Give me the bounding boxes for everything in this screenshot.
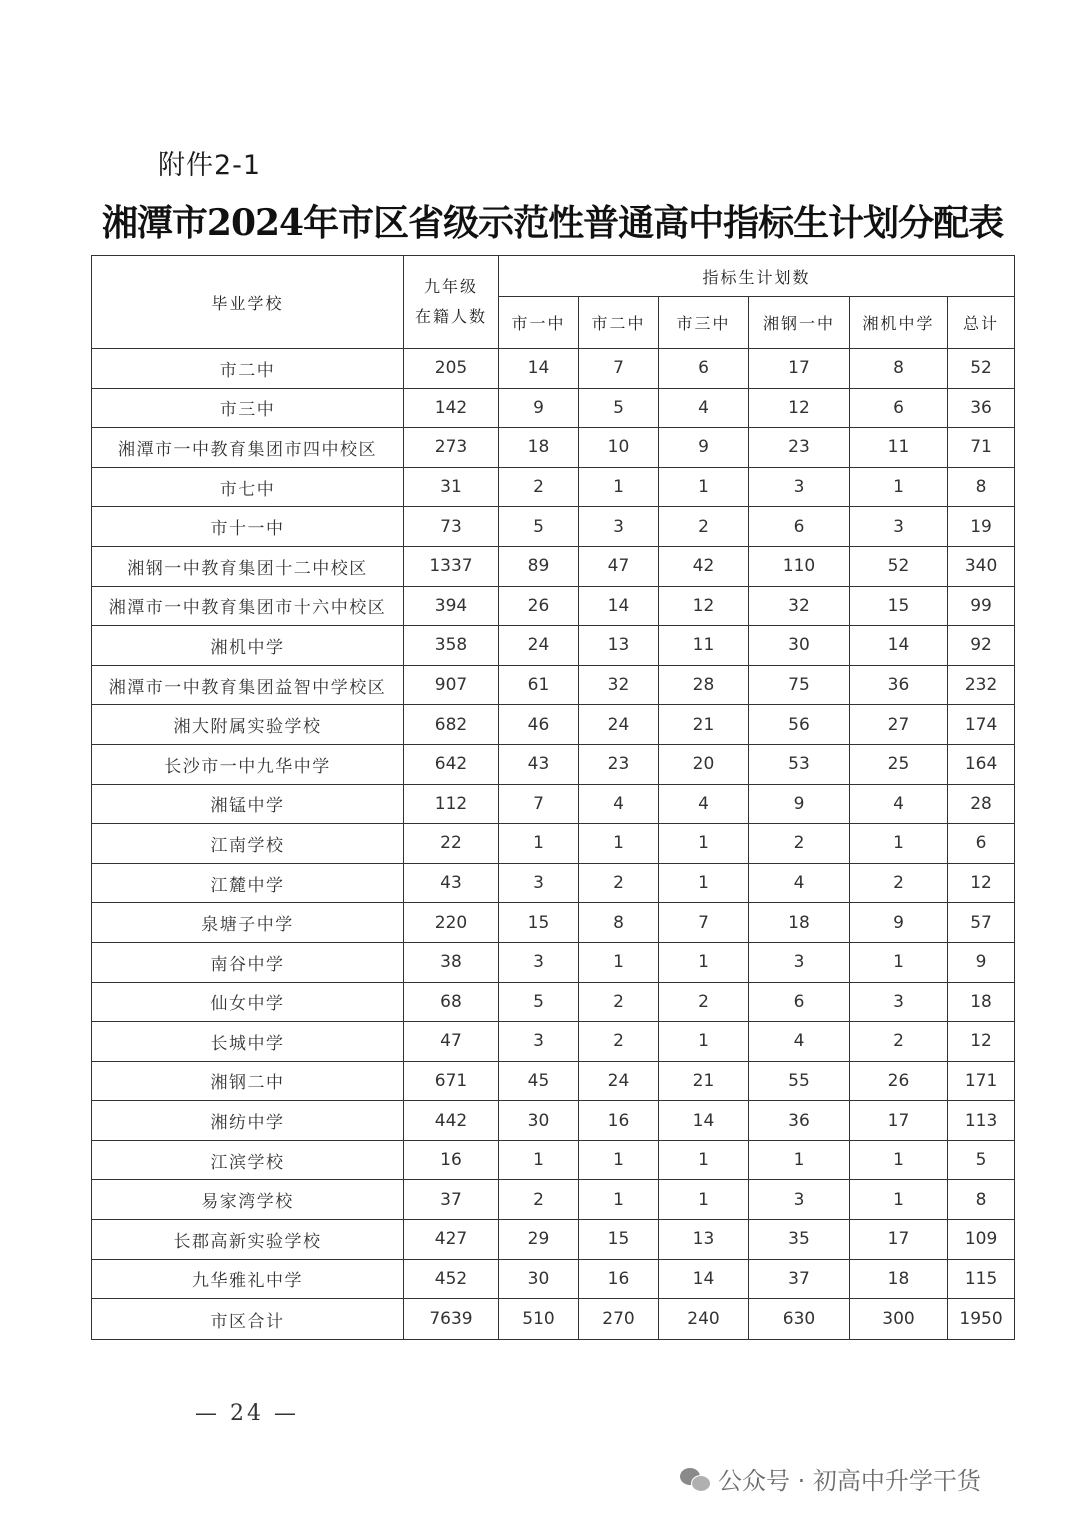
- cell-quota-xianggangyizhong: 75: [749, 665, 850, 705]
- cell-total: 340: [948, 546, 1015, 586]
- cell-enrolled: 205: [404, 349, 499, 389]
- cell-quota-xiangjizhongxue: 27: [850, 705, 948, 745]
- cell-quota-shisanzhong: 1: [659, 1140, 749, 1180]
- cell-quota-xiangjizhongxue: 17: [850, 1220, 948, 1260]
- cell-quota-shierzhong: 14: [579, 586, 659, 626]
- cell-quota-xiangjizhongxue: 3: [850, 982, 948, 1022]
- cell-school: 南谷中学: [92, 942, 404, 982]
- cell-quota-shisanzhong: 21: [659, 705, 749, 745]
- cell-quota-shiyizhong: 5: [499, 982, 579, 1022]
- cell-quota-xiangjizhongxue: 6: [850, 388, 948, 428]
- cell-school: 市三中: [92, 388, 404, 428]
- table-row: [92, 467, 1015, 507]
- cell-total: 5: [948, 1140, 1015, 1180]
- cell-quota-shiyizhong: 1: [499, 1140, 579, 1180]
- cell-quota-xiangjizhongxue: 1: [850, 1140, 948, 1180]
- table-row: [92, 1140, 1015, 1180]
- table-row: [92, 1220, 1015, 1260]
- cell-quota-shiyizhong: 510: [499, 1299, 579, 1340]
- cell-quota-xianggangyizhong: 4: [749, 1022, 850, 1062]
- wechat-icon: [680, 1466, 710, 1492]
- cell-school: 江滨学校: [92, 1140, 404, 1180]
- table-row: [92, 903, 1015, 943]
- cell-total: 115: [948, 1259, 1015, 1299]
- cell-total: 113: [948, 1101, 1015, 1141]
- cell-quota-xianggangyizhong: 630: [749, 1299, 850, 1340]
- cell-school: 湘大附属实验学校: [92, 705, 404, 745]
- cell-quota-shierzhong: 13: [579, 626, 659, 666]
- cell-quota-xiangjizhongxue: 9: [850, 903, 948, 943]
- cell-total: 8: [948, 1180, 1015, 1220]
- column-header-quota: 市二中: [579, 297, 659, 349]
- cell-quota-xianggangyizhong: 23: [749, 428, 850, 468]
- cell-quota-shiyizhong: 18: [499, 428, 579, 468]
- cell-total: 19: [948, 507, 1015, 547]
- cell-enrolled: 682: [404, 705, 499, 745]
- cell-quota-xiangjizhongxue: 2: [850, 863, 948, 903]
- table-row: [92, 546, 1015, 586]
- cell-quota-shierzhong: 1: [579, 942, 659, 982]
- cell-school: 长郡高新实验学校: [92, 1220, 404, 1260]
- cell-quota-shiyizhong: 9: [499, 388, 579, 428]
- cell-enrolled: 442: [404, 1101, 499, 1141]
- cell-quota-shierzhong: 32: [579, 665, 659, 705]
- total-row: [92, 1299, 1015, 1340]
- cell-enrolled: 142: [404, 388, 499, 428]
- quota-table: [91, 255, 1015, 1340]
- cell-enrolled: 907: [404, 665, 499, 705]
- table-row: [92, 1061, 1015, 1101]
- cell-quota-xianggangyizhong: 3: [749, 942, 850, 982]
- cell-quota-shierzhong: 2: [579, 982, 659, 1022]
- cell-total: 71: [948, 428, 1015, 468]
- cell-quota-shiyizhong: 1: [499, 824, 579, 864]
- table-row: [92, 507, 1015, 547]
- column-header-quota: 湘机中学: [850, 297, 948, 349]
- table-row: [92, 388, 1015, 428]
- table-row: [92, 824, 1015, 864]
- cell-school: 易家湾学校: [92, 1180, 404, 1220]
- watermark: [680, 1461, 981, 1496]
- cell-quota-shierzhong: 270: [579, 1299, 659, 1340]
- cell-quota-shisanzhong: 1: [659, 824, 749, 864]
- cell-quota-xianggangyizhong: 2: [749, 824, 850, 864]
- table-row: [92, 1259, 1015, 1299]
- cell-school: 湘潭市一中教育集团市四中校区: [92, 428, 404, 468]
- table-body: [92, 349, 1015, 1340]
- cell-total: 8: [948, 467, 1015, 507]
- attachment-label: 附件2-1: [158, 150, 262, 181]
- table-row: [92, 1022, 1015, 1062]
- cell-quota-shiyizhong: 26: [499, 586, 579, 626]
- cell-total: 164: [948, 744, 1015, 784]
- cell-quota-xianggangyizhong: 1: [749, 1140, 850, 1180]
- cell-quota-shisanzhong: 9: [659, 428, 749, 468]
- column-header-quota: 市三中: [659, 297, 749, 349]
- cell-quota-shierzhong: 3: [579, 507, 659, 547]
- cell-school: 泉塘子中学: [92, 903, 404, 943]
- cell-quota-shierzhong: 16: [579, 1259, 659, 1299]
- cell-quota-shierzhong: 47: [579, 546, 659, 586]
- cell-quota-shisanzhong: 2: [659, 982, 749, 1022]
- cell-quota-shiyizhong: 30: [499, 1259, 579, 1299]
- cell-total: 174: [948, 705, 1015, 745]
- cell-quota-shierzhong: 4: [579, 784, 659, 824]
- table-row: [92, 665, 1015, 705]
- cell-quota-xiangjizhongxue: 3: [850, 507, 948, 547]
- cell-quota-xiangjizhongxue: 2: [850, 1022, 948, 1062]
- cell-enrolled: 1337: [404, 546, 499, 586]
- table-row: [92, 586, 1015, 626]
- cell-quota-xiangjizhongxue: 1: [850, 942, 948, 982]
- cell-quota-shierzhong: 7: [579, 349, 659, 389]
- cell-quota-shisanzhong: 20: [659, 744, 749, 784]
- cell-quota-shiyizhong: 24: [499, 626, 579, 666]
- cell-school: 湘锰中学: [92, 784, 404, 824]
- cell-quota-xiangjizhongxue: 36: [850, 665, 948, 705]
- cell-total: 92: [948, 626, 1015, 666]
- cell-quota-xianggangyizhong: 56: [749, 705, 850, 745]
- cell-total: 36: [948, 388, 1015, 428]
- cell-quota-xianggangyizhong: 17: [749, 349, 850, 389]
- cell-quota-xiangjizhongxue: 1: [850, 467, 948, 507]
- cell-enrolled: 452: [404, 1259, 499, 1299]
- cell-quota-xianggangyizhong: 4: [749, 863, 850, 903]
- page-number: — 24 —: [195, 1401, 299, 1426]
- cell-school: 湘钢一中教育集团十二中校区: [92, 546, 404, 586]
- cell-quota-xianggangyizhong: 6: [749, 507, 850, 547]
- cell-quota-shierzhong: 24: [579, 705, 659, 745]
- cell-enrolled: 47: [404, 1022, 499, 1062]
- cell-quota-shierzhong: 23: [579, 744, 659, 784]
- cell-quota-xianggangyizhong: 110: [749, 546, 850, 586]
- cell-quota-shiyizhong: 3: [499, 863, 579, 903]
- enrolled-header-line1: 九年级: [423, 277, 478, 296]
- cell-total: 1950: [948, 1299, 1015, 1340]
- cell-school: 江南学校: [92, 824, 404, 864]
- cell-quota-xiangjizhongxue: 4: [850, 784, 948, 824]
- cell-enrolled: 427: [404, 1220, 499, 1260]
- page-title: 湘潭市2024年市区省级示范性普通高中指标生计划分配表: [101, 202, 1004, 244]
- cell-quota-shisanzhong: 13: [659, 1220, 749, 1260]
- cell-enrolled: 112: [404, 784, 499, 824]
- cell-quota-shisanzhong: 14: [659, 1259, 749, 1299]
- cell-quota-shisanzhong: 1: [659, 467, 749, 507]
- cell-quota-xiangjizhongxue: 14: [850, 626, 948, 666]
- cell-quota-shiyizhong: 14: [499, 349, 579, 389]
- cell-quota-shisanzhong: 2: [659, 507, 749, 547]
- table-row: [92, 428, 1015, 468]
- cell-school: 市十一中: [92, 507, 404, 547]
- table-row: [92, 1101, 1015, 1141]
- cell-enrolled: 16: [404, 1140, 499, 1180]
- cell-enrolled: 358: [404, 626, 499, 666]
- cell-total: 9: [948, 942, 1015, 982]
- cell-quota-xianggangyizhong: 32: [749, 586, 850, 626]
- cell-quota-shiyizhong: 3: [499, 942, 579, 982]
- cell-school: 湘钢二中: [92, 1061, 404, 1101]
- column-header-quota: 湘钢一中: [749, 297, 850, 349]
- cell-quota-shisanzhong: 42: [659, 546, 749, 586]
- cell-quota-xiangjizhongxue: 25: [850, 744, 948, 784]
- cell-quota-xianggangyizhong: 6: [749, 982, 850, 1022]
- cell-quota-shiyizhong: 30: [499, 1101, 579, 1141]
- cell-total: 28: [948, 784, 1015, 824]
- cell-quota-shierzhong: 8: [579, 903, 659, 943]
- cell-quota-shierzhong: 10: [579, 428, 659, 468]
- cell-quota-shisanzhong: 7: [659, 903, 749, 943]
- cell-quota-shiyizhong: 45: [499, 1061, 579, 1101]
- table-row: [92, 705, 1015, 745]
- cell-enrolled: 31: [404, 467, 499, 507]
- cell-quota-xianggangyizhong: 53: [749, 744, 850, 784]
- cell-quota-shierzhong: 5: [579, 388, 659, 428]
- cell-enrolled: 43: [404, 863, 499, 903]
- cell-quota-xiangjizhongxue: 26: [850, 1061, 948, 1101]
- cell-quota-shierzhong: 2: [579, 1022, 659, 1062]
- cell-school: 九华雅礼中学: [92, 1259, 404, 1299]
- cell-quota-shisanzhong: 1: [659, 1180, 749, 1220]
- cell-quota-shierzhong: 1: [579, 467, 659, 507]
- cell-enrolled: 220: [404, 903, 499, 943]
- cell-enrolled: 38: [404, 942, 499, 982]
- cell-enrolled: 671: [404, 1061, 499, 1101]
- cell-quota-shierzhong: 24: [579, 1061, 659, 1101]
- column-header-quota: 市一中: [499, 297, 579, 349]
- cell-total: 6: [948, 824, 1015, 864]
- cell-quota-xiangjizhongxue: 18: [850, 1259, 948, 1299]
- cell-enrolled: 394: [404, 586, 499, 626]
- table-row: [92, 863, 1015, 903]
- cell-quota-shiyizhong: 2: [499, 467, 579, 507]
- column-header-school: 毕业学校: [92, 256, 404, 349]
- cell-quota-xianggangyizhong: 37: [749, 1259, 850, 1299]
- cell-quota-shierzhong: 16: [579, 1101, 659, 1141]
- cell-quota-shierzhong: 2: [579, 863, 659, 903]
- cell-quota-xianggangyizhong: 9: [749, 784, 850, 824]
- cell-total: 99: [948, 586, 1015, 626]
- cell-school: 长沙市一中九华中学: [92, 744, 404, 784]
- cell-quota-xianggangyizhong: 30: [749, 626, 850, 666]
- cell-total: 12: [948, 863, 1015, 903]
- cell-quota-shiyizhong: 43: [499, 744, 579, 784]
- cell-total: 57: [948, 903, 1015, 943]
- table-row: [92, 982, 1015, 1022]
- cell-quota-shisanzhong: 12: [659, 586, 749, 626]
- column-header-enrolled: [404, 256, 499, 349]
- table-row: [92, 784, 1015, 824]
- cell-quota-shisanzhong: 4: [659, 784, 749, 824]
- cell-school: 长城中学: [92, 1022, 404, 1062]
- cell-total: 52: [948, 349, 1015, 389]
- cell-quota-shisanzhong: 6: [659, 349, 749, 389]
- cell-school: 湘潭市一中教育集团益智中学校区: [92, 665, 404, 705]
- cell-school: 湘机中学: [92, 626, 404, 666]
- table-row: [92, 1180, 1015, 1220]
- cell-total: 171: [948, 1061, 1015, 1101]
- cell-total: 109: [948, 1220, 1015, 1260]
- cell-quota-xiangjizhongxue: 52: [850, 546, 948, 586]
- cell-quota-shiyizhong: 46: [499, 705, 579, 745]
- cell-enrolled: 273: [404, 428, 499, 468]
- cell-quota-xiangjizhongxue: 1: [850, 824, 948, 864]
- cell-total: 12: [948, 1022, 1015, 1062]
- cell-quota-shiyizhong: 89: [499, 546, 579, 586]
- cell-quota-xianggangyizhong: 18: [749, 903, 850, 943]
- cell-school: 市七中: [92, 467, 404, 507]
- watermark-text: 公众号 · 初高中升学干货: [718, 1467, 981, 1495]
- cell-quota-shisanzhong: 11: [659, 626, 749, 666]
- cell-quota-shierzhong: 1: [579, 1140, 659, 1180]
- cell-school: 市二中: [92, 349, 404, 389]
- cell-quota-xiangjizhongxue: 15: [850, 586, 948, 626]
- cell-quota-shiyizhong: 61: [499, 665, 579, 705]
- cell-school: 湘潭市一中教育集团市十六中校区: [92, 586, 404, 626]
- table-row: [92, 942, 1015, 982]
- cell-quota-shierzhong: 1: [579, 1180, 659, 1220]
- cell-quota-shierzhong: 15: [579, 1220, 659, 1260]
- cell-quota-shiyizhong: 29: [499, 1220, 579, 1260]
- cell-quota-xiangjizhongxue: 8: [850, 349, 948, 389]
- cell-quota-shiyizhong: 2: [499, 1180, 579, 1220]
- cell-quota-shisanzhong: 1: [659, 942, 749, 982]
- cell-quota-shisanzhong: 1: [659, 1022, 749, 1062]
- table-row: [92, 626, 1015, 666]
- cell-enrolled: 37: [404, 1180, 499, 1220]
- cell-total: 18: [948, 982, 1015, 1022]
- cell-quota-xiangjizhongxue: 300: [850, 1299, 948, 1340]
- cell-enrolled: 22: [404, 824, 499, 864]
- cell-quota-xianggangyizhong: 36: [749, 1101, 850, 1141]
- cell-school: 湘纺中学: [92, 1101, 404, 1141]
- column-group-quota: 指标生计划数: [499, 256, 1015, 297]
- cell-quota-shisanzhong: 28: [659, 665, 749, 705]
- cell-quota-shisanzhong: 14: [659, 1101, 749, 1141]
- cell-quota-shiyizhong: 7: [499, 784, 579, 824]
- column-header-total: 总计: [948, 297, 1015, 349]
- cell-quota-xianggangyizhong: 55: [749, 1061, 850, 1101]
- cell-quota-xiangjizhongxue: 17: [850, 1101, 948, 1141]
- cell-quota-xianggangyizhong: 12: [749, 388, 850, 428]
- cell-school: 仙女中学: [92, 982, 404, 1022]
- cell-quota-xiangjizhongxue: 1: [850, 1180, 948, 1220]
- cell-quota-shiyizhong: 3: [499, 1022, 579, 1062]
- cell-enrolled: 73: [404, 507, 499, 547]
- cell-quota-shisanzhong: 240: [659, 1299, 749, 1340]
- cell-quota-xianggangyizhong: 3: [749, 1180, 850, 1220]
- cell-quota-shiyizhong: 5: [499, 507, 579, 547]
- enrolled-header-line2: 在籍人数: [414, 307, 487, 326]
- cell-quota-shisanzhong: 1: [659, 863, 749, 903]
- cell-school: 市区合计: [92, 1299, 404, 1340]
- cell-school: 江麓中学: [92, 863, 404, 903]
- cell-enrolled: 7639: [404, 1299, 499, 1340]
- cell-enrolled: 68: [404, 982, 499, 1022]
- cell-total: 232: [948, 665, 1015, 705]
- cell-quota-shisanzhong: 4: [659, 388, 749, 428]
- cell-quota-shisanzhong: 21: [659, 1061, 749, 1101]
- cell-enrolled: 642: [404, 744, 499, 784]
- cell-quota-xianggangyizhong: 35: [749, 1220, 850, 1260]
- table-row: [92, 744, 1015, 784]
- cell-quota-shierzhong: 1: [579, 824, 659, 864]
- cell-quota-xianggangyizhong: 3: [749, 467, 850, 507]
- cell-quota-shiyizhong: 15: [499, 903, 579, 943]
- cell-quota-xiangjizhongxue: 11: [850, 428, 948, 468]
- table-row: [92, 349, 1015, 389]
